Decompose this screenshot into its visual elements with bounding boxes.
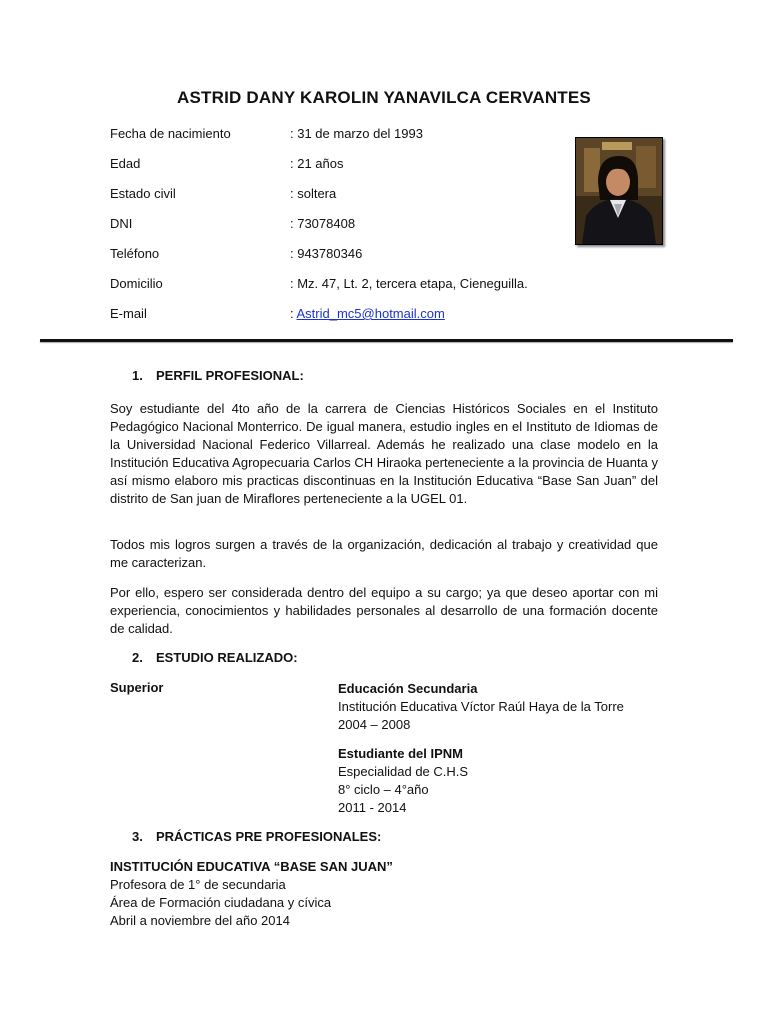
email-prefix: : <box>290 306 297 321</box>
practice-heading: INSTITUCIÓN EDUCATIVA “BASE SAN JUAN” <box>110 859 393 874</box>
education-entry-ipnm <box>338 745 468 817</box>
info-label: E-mail <box>110 306 147 321</box>
info-row-birthdate <box>110 126 570 156</box>
section-number: 1. <box>132 368 143 383</box>
profile-photo-image <box>576 138 662 244</box>
practice-line: Área de Formación ciudadana y cívica <box>110 895 332 910</box>
personal-info-table <box>110 126 570 336</box>
education-entry-heading: Educación Secundaria <box>338 681 478 696</box>
section-title-text: PERFIL PROFESIONAL: <box>156 368 304 383</box>
section-title-text: ESTUDIO REALIZADO: <box>156 650 298 665</box>
section-title-text: PRÁCTICAS PRE PROFESIONALES: <box>156 829 382 844</box>
info-value: : soltera <box>290 186 337 201</box>
section-number: 3. <box>132 829 143 844</box>
education-entry-line: 2011 - 2014 <box>338 800 407 815</box>
education-entry-heading: Estudiante del IPNM <box>338 746 463 761</box>
info-label: Teléfono <box>110 246 160 261</box>
info-label: Estado civil <box>110 186 176 201</box>
education-entry-secondary <box>338 680 624 734</box>
section-title-profile <box>132 368 304 383</box>
info-value: : 943780346 <box>290 246 363 261</box>
practice-block <box>110 858 393 930</box>
info-row-phone <box>110 246 570 276</box>
profile-paragraph-2: Todos mis logros surgen a través de la organización, dedicación al trabajo y creatividad que me caracterizan. <box>110 537 658 570</box>
education-entry-line: Institución Educativa Víctor Raúl Haya de la Torre <box>338 699 624 714</box>
info-label: Edad <box>110 156 141 171</box>
education-level-label: Superior <box>110 680 164 695</box>
section-title-practice <box>132 829 381 844</box>
info-label: Fecha de nacimiento <box>110 126 231 141</box>
info-row-civil-status <box>110 186 570 216</box>
info-row-age <box>110 156 570 186</box>
info-value: : 21 años <box>290 156 344 171</box>
info-value: : 31 de marzo del 1993 <box>290 126 423 141</box>
education-entry-line: Especialidad de C.H.S <box>338 764 469 779</box>
info-label: Domicilio <box>110 276 163 291</box>
section-number: 2. <box>132 650 143 665</box>
practice-line: Profesora de 1° de secundaria <box>110 877 286 892</box>
section-title-education <box>132 650 298 665</box>
profile-paragraph-3: Por ello, espero ser considerada dentro del equipo a su cargo; ya que deseo aportar con mi experiencia, conocimientos y habilidades personales al desarrollo de una formación docente de calidad. <box>110 585 658 636</box>
info-label: DNI <box>110 216 133 231</box>
info-row-dni <box>110 216 570 246</box>
header-divider <box>40 339 733 342</box>
info-value <box>290 306 445 321</box>
info-value: : 73078408 <box>290 216 356 231</box>
info-row-email <box>110 306 570 336</box>
practice-line: Abril a noviembre del año 2014 <box>110 913 290 928</box>
education-entry-line: 2004 – 2008 <box>338 717 411 732</box>
info-value: : Mz. 47, Lt. 2, tercera etapa, Cieneguilla. <box>290 276 528 291</box>
education-entry-line: 8° ciclo – 4°año <box>338 782 429 797</box>
email-link[interactable]: Astrid_mc5@hotmail.com <box>296 306 445 321</box>
profile-photo <box>575 137 663 245</box>
info-row-address <box>110 276 570 306</box>
profile-paragraph-1: Soy estudiante del 4to año de la carrera de Ciencias Históricos Sociales en el Instituto Pedagógico Nacional Monterrico. De igual manera, estudio ingles en el Instituto de Idiomas de la Universidad Nacional Federico Villarreal. Además he realizado una clase modelo en la Institución Educativa Agropecuaria Carlos CH Hiraoka perteneciente a la provincia de Huanta y así mismo elaboro mis practicas discontinuas en la Institución Educativa “Base San Juan” del distrito de San juan de Miraflores perteneciente a la UGEL 01. <box>110 401 658 506</box>
cv-name-title: ASTRID DANY KAROLIN YANAVILCA CERVANTES <box>177 88 591 107</box>
